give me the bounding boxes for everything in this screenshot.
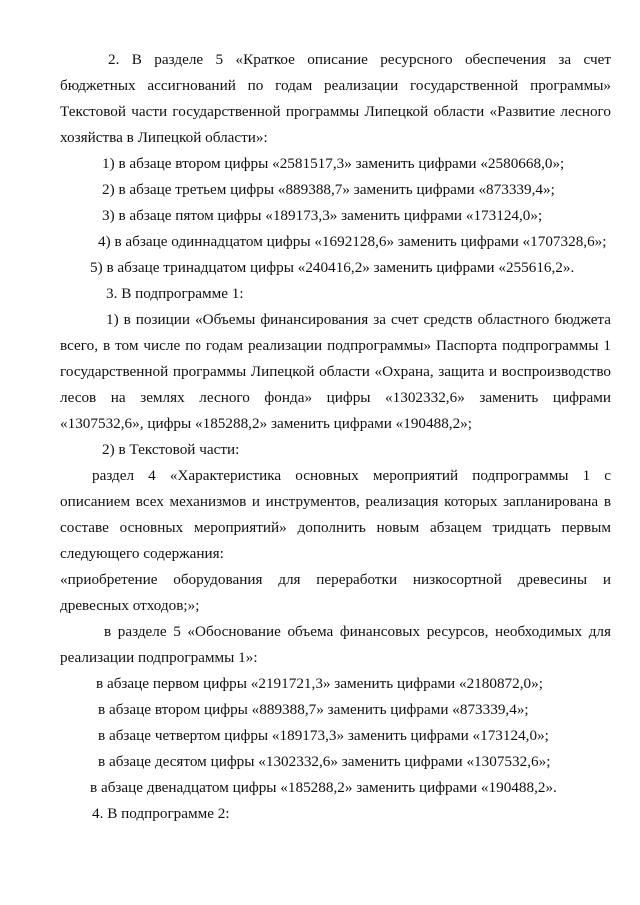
paragraph-item-3: 3) в абзаце пятом цифры «189173,3» заменить цифрами «173124,0»; — [102, 207, 543, 224]
paragraph-section-4-addition: раздел 4 «Характеристика основных мероприятий подпрограммы 1 с описанием всех механизмов и инструментов, реализация которых запланирована в составе основных мероприятий» дополнить новым абзацем тридцать первым следующего содержания: — [60, 467, 611, 562]
paragraph-section-3-item-2: 2) в Текстовой части: — [102, 441, 240, 458]
paragraph-item-4: 4) в абзаце одиннадцатом цифры «1692128,6» заменить цифрами «1707328,6»; — [98, 233, 607, 250]
paragraph-section-2-intro: 2. В разделе 5 «Краткое описание ресурсного обеспечения за счет бюджетных ассигнований по годам реализации государственной программы» Текстовой части государственной программы Липецкой области «Развитие лесного хозяйства в Липецкой области»: — [60, 51, 611, 146]
paragraph-subitem-5: в абзаце двенадцатом цифры «185288,2» заменить цифрами «190488,2». — [90, 779, 557, 796]
paragraph-section-5-intro: в разделе 5 «Обоснование объема финансовых ресурсов, необходимых для реализации подпрограммы 1»: — [60, 623, 611, 666]
paragraph-subitem-3: в абзаце четвертом цифры «189173,3» заменить цифрами «173124,0»; — [98, 727, 549, 744]
paragraph-item-1: 1) в абзаце втором цифры «2581517,3» заменить цифрами «2580668,0»; — [102, 155, 565, 172]
paragraph-subitem-2: в абзаце втором цифры «889388,7» заменить цифрами «873339,4»; — [98, 701, 529, 718]
paragraph-subitem-4: в абзаце десятом цифры «1302332,6» заменить цифрами «1307532,6»; — [98, 753, 551, 770]
paragraph-item-5: 5) в абзаце тринадцатом цифры «240416,2» заменить цифрами «255616,2». — [90, 259, 575, 276]
paragraph-quoted-text: «приобретение оборудования для переработки низкосортной древесины и древесных отходов;»; — [60, 571, 611, 614]
paragraph-subitem-1: в абзаце первом цифры «2191721,3» заменить цифрами «2180872,0»; — [96, 675, 543, 692]
paragraph-item-2: 2) в абзаце третьем цифры «889388,7» заменить цифрами «873339,4»; — [102, 181, 555, 198]
paragraph-section-4-heading: 4. В подпрограмме 2: — [92, 805, 230, 822]
paragraph-section-3-item-1: 1) в позиции «Объемы финансирования за счет средств областного бюджета всего, в том числе по годам реализации подпрограммы» Паспорта подпрограммы 1 государственной программы Липецкой области «Охрана, защита и воспроизводство лесов на землях лесного фонда» цифры «1302332,6» заменить цифрами «1307532,6», цифры «185288,2» заменить цифрами «190488,2»; — [60, 311, 611, 432]
paragraph-section-3-heading: 3. В подпрограмме 1: — [106, 285, 244, 302]
document-body — [60, 47, 611, 827]
